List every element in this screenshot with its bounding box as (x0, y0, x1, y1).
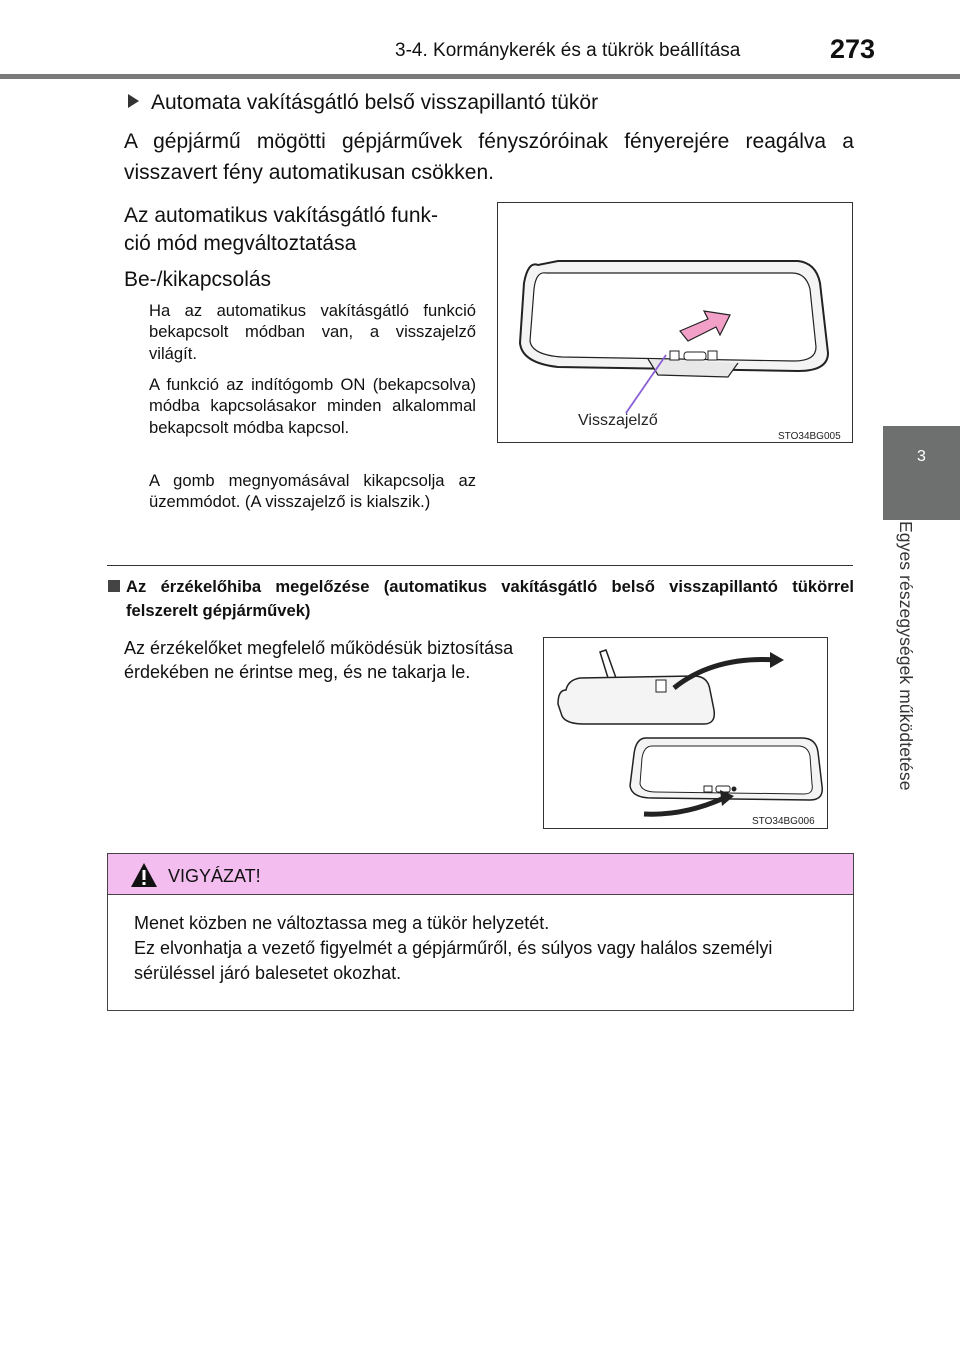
mode-heading-line-1: Az automatikus vakításgátló funk- (124, 204, 438, 227)
figure-code-2: STO34BG006 (752, 816, 815, 827)
note-3: A gomb megnyomásával kikapcsolja az üzemmódot. (A visszajelző is kialszik.) (149, 471, 476, 512)
section-divider (107, 565, 853, 566)
figure-code-1: STO34BG005 (778, 431, 841, 442)
indicator-callout: Visszajelző (578, 412, 658, 429)
sensor-paragraph: Az érzékelőket megfelelő működésük biztosítása érdekében ne érintse meg, és ne takarja le. (124, 638, 514, 682)
section-heading: Az érzékelőhiba megelőzése (automatikus vakításgátló belső visszapillantó tükörrel felszerelt gépjárművek) (126, 577, 854, 620)
subheading-text: Automata vakításgátló belső visszapillantó tükör (151, 91, 599, 114)
mirror-illustration-2 (544, 638, 827, 828)
note-1: Ha az automatikus vakításgátló funkció bekapcsolt módban van, a visszajelző világít. (149, 301, 476, 363)
header-rule (0, 74, 960, 79)
subheading (128, 91, 598, 115)
warning-text (134, 911, 834, 986)
mirror-figure-1 (497, 202, 853, 443)
warning-box (107, 853, 854, 1011)
mode-heading-line-2: ció mód megváltoztatása (124, 232, 357, 255)
mirror-figure-2 (543, 637, 828, 829)
mirror-illustration-1 (498, 203, 852, 442)
page-number: 273 (830, 34, 876, 64)
triangle-arrow-icon (128, 94, 139, 108)
warning-title: VIGYÁZAT! (168, 866, 261, 886)
warning-line-1: Menet közben ne változtassa meg a tükör helyzetét. (134, 913, 550, 933)
warning-triangle-icon (130, 862, 158, 888)
warning-header (108, 854, 853, 895)
warning-line-2: Ez elvonhatja a vezető figyelmét a gépjárműről, és súlyos vagy halálos személyi sérüléssel járó balesetet okozhat. (134, 938, 773, 983)
intro-paragraph: A gépjármű mögötti gépjárművek fényszóróinak fényerejére reagálva a visszavert fény automatikusan csökken. (124, 130, 854, 184)
chapter-tab (883, 426, 960, 520)
chapter-title: 3-4. Kormánykerék és a tükrök beállítása (395, 40, 741, 61)
chapter-tab-number: 3 (917, 448, 926, 465)
toggle-heading: Be-/kikapcsolás (124, 268, 272, 291)
chapter-tab-label: Egyes részegységek működtetése (896, 521, 916, 791)
note-2: A funkció az indítógomb ON (bekapcsolva) módba kapcsolásakor minden alkalommal bekapcsolt módba kapcsol. (149, 375, 476, 437)
square-bullet-icon (108, 580, 120, 592)
